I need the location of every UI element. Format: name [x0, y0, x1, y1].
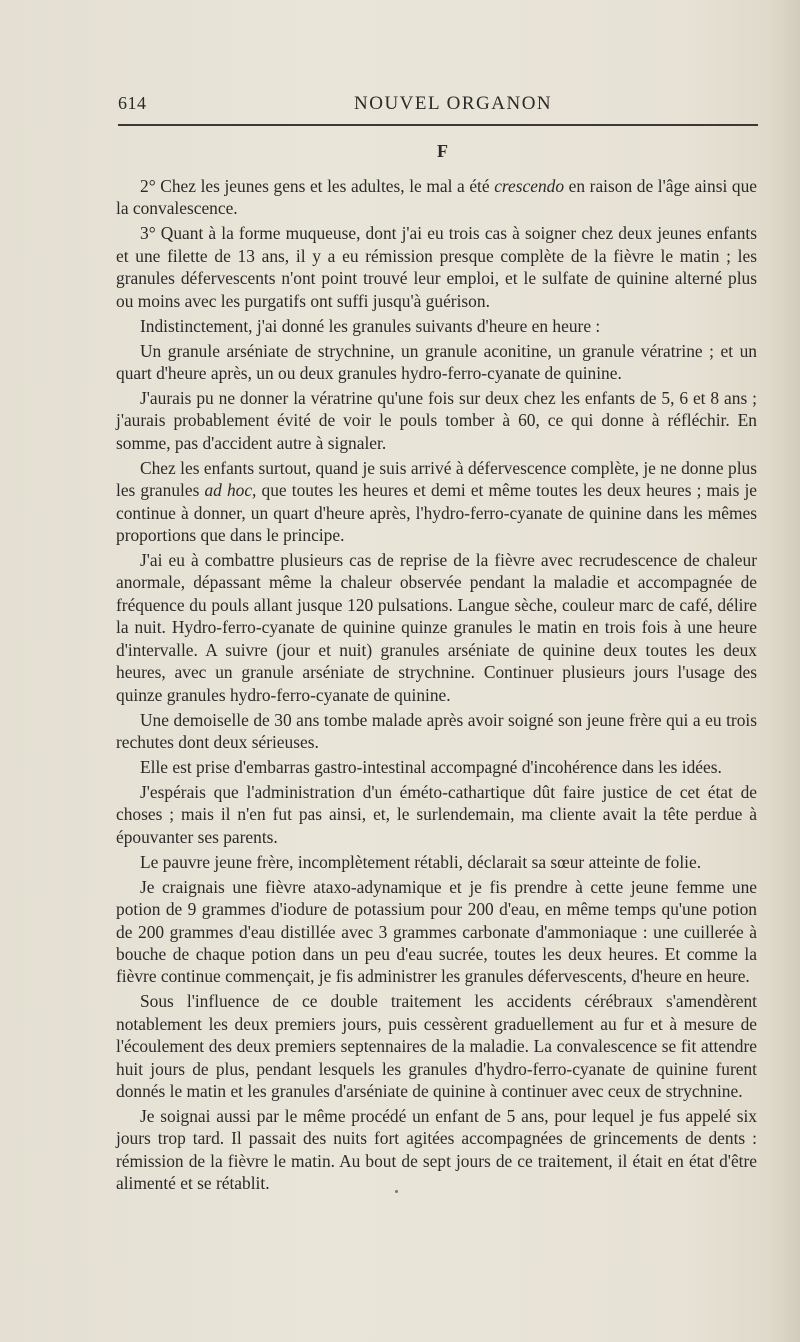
paragraph-text: que toutes les heures et demi et même toutes les deux heures ; mais je continue à donner, un quart d'heure après, l'hydro-ferro-cyanate de quinine dans les mêmes proportions que dans le principe. — [116, 480, 758, 546]
paragraph-text: J'espérais que l'administration d'un éméto-cathartique dût faire justice de cet état de choses ; mais il n'en fut pas ainsi, et, le surlendemain, ma cliente avait la tête perdue à épouvanter ses parents. — [116, 781, 757, 847]
paragraph-text: en raison de l'âge ainsi que la convalescence. — [116, 176, 757, 219]
paragraph — [116, 709, 757, 754]
paragraph — [116, 222, 757, 312]
page-edge-shadow — [770, 0, 800, 1342]
signature-mark: F — [437, 141, 449, 161]
paragraph-text: 2° Chez les jeunes gens et les adultes, le mal a été — [140, 176, 495, 196]
paragraph-text: Chez les enfants surtout, quand je suis arrivé à défervescence complète, je ne donne plus les granules — [116, 457, 757, 501]
italic-phrase: ad hoc, — [204, 480, 257, 501]
paragraph-text: Indistinctement, j'ai donné les granules suivants d'heure en heure : — [140, 315, 601, 336]
paragraph — [116, 549, 757, 706]
paragraph — [116, 756, 757, 778]
paragraph — [116, 876, 757, 988]
paragraph-text: J'ai eu à combattre plusieurs cas de reprise de la fièvre avec recrudescence de chaleur anormale, dépassant même la chaleur observée pendant la maladie et accompagnée de fréquence du pouls allant jusque 120 pulsations. Langue sèche, couleur marc de café, délire la nuit. Hydro-ferro-cyanate de quinine quinze granules le matin en trois fois à une heure d'intervalle. A suivre (jour et nuit) granules arséniate de quinine deux toutes les deux heures, avec un granule arséniate de strychnine. Continuer plusieurs jours l'usage des quinze granules hydro-ferro-cyanate de quinine. — [116, 550, 757, 705]
paragraph-text: Le pauvre jeune frère, incomplètement rétabli, déclarait sa sœur atteinte de folie. — [140, 851, 702, 872]
paragraph — [116, 990, 757, 1102]
paragraph-text: Sous l'influence de ce double traitement les accidents cérébraux s'amendèrent notablement les deux premiers jours, puis cessèrent graduellement au fur et à mesure de l'écoulement des deux premiers septennaires de la maladie. La convalescence se fit attendre huit jours de plus, pendant lesquels les granules d'hydro-ferro-cyanate de quinine furent donnés le matin et les granules d'arséniate de quinine à continuer avec ceux de strychnine. — [116, 991, 757, 1101]
paragraph — [116, 1105, 757, 1195]
paragraph-text: 3° Quant à la forme muqueuse, dont j'ai eu trois cas à soigner chez deux jeunes enfants et une filette de 13 ans, il y a eu rémission presque complète de la fièvre le matin ; les granules défervescents n'ont point trouvé leur emploi, et le sulfate de quinine alterné plus ou moins avec les purgatifs ont suffi jusqu'à guérison. — [116, 223, 757, 311]
paragraph-text: Je soignai aussi par le même procédé un enfant de 5 ans, pour lequel je fus appelé six jours trop tard. Il passait des nuits fort agitées accompagnées de grincements de dents : rémission de la fièvre le matin. Au bout de sept jours de ce traitement, il était en état d'être alimenté et se rétablit. — [116, 1105, 757, 1194]
paragraph — [116, 387, 757, 454]
paragraph-text: Elle est prise d'embarras gastro-intestinal accompagné d'incohérence dans les idées. — [140, 756, 722, 777]
paragraph-text: Je craignais une fièvre ataxo-adynamique et je fis prendre à cette jeune femme une potion de 9 grammes d'iodure de potassium pour 200 d'eau, en même temps qu'une potion de 200 grammes d'eau distillée avec 3 grammes carbonate d'ammoniaque : une cuillerée à bouche de chaque potion dans un peu d'eau sucrée, toutes les deux heures. Et comme la fièvre continue commençait, je fis administrer les granules défervescents, d'heure en heure. — [116, 876, 757, 987]
paragraph — [116, 851, 757, 873]
running-title: NOUVEL ORGANON — [354, 93, 553, 114]
page-number: 614 — [118, 93, 147, 113]
body-text — [116, 175, 757, 1197]
running-head — [118, 93, 750, 115]
italic-phrase: crescendo — [494, 176, 565, 196]
ink-speck — [395, 1190, 398, 1193]
paragraph — [116, 175, 757, 220]
paragraph — [116, 781, 757, 848]
paragraph-text: Une demoiselle de 30 ans tombe malade après avoir soigné son jeune frère qui a eu trois rechutes dont deux sérieuses. — [116, 709, 757, 752]
paragraph — [116, 315, 757, 337]
paragraph-text: Un granule arséniate de strychnine, un granule aconitine, un granule vératrine ; et un quart d'heure après, un ou deux granules hydro-ferro-cyanate de quinine. — [116, 340, 757, 384]
paragraph — [116, 457, 757, 547]
header-rule — [118, 124, 758, 126]
paragraph — [116, 340, 757, 385]
paragraph-text: J'aurais pu ne donner la vératrine qu'une fois sur deux chez les enfants de 5, 6 et 8 ans ; j'aurais probablement évité de voir le pouls tomber à 60, ce qui donne à réfléchir. En somme, pas d'accident autre à signaler. — [116, 388, 757, 453]
